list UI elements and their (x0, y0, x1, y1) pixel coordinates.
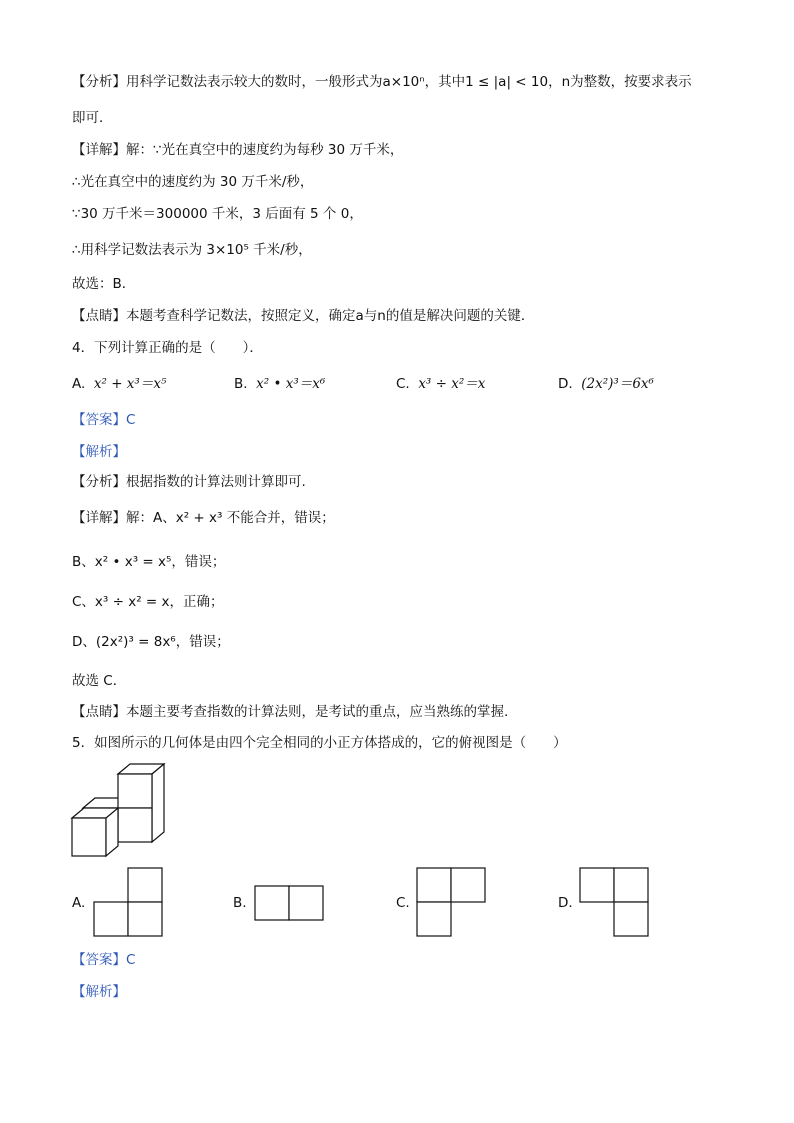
q4-option-a (72, 374, 166, 394)
q4-option-d (558, 374, 654, 394)
q5-option-b-label: B. (233, 895, 247, 911)
q5-option-a-figure (92, 866, 172, 946)
comment-text: 本题主要考查指数的计算法则，是考试的重点，应当熟练的掌握. (126, 704, 509, 720)
option-expr: (2x²)³＝6x⁶ (581, 376, 654, 392)
option-letter: C. (396, 376, 410, 392)
comment-tag: 【点睛】 (72, 704, 126, 720)
option-expr: x³ ÷ x²＝x (418, 376, 486, 392)
q3-analysis-line (72, 72, 692, 92)
q3-detail-line-3: ∵30 万千米＝300000 千米，3 后面有 5 个 0， (72, 206, 363, 222)
cube-stack-figure (70, 760, 170, 860)
q4-jiexi-label: 【解析】 (72, 444, 126, 460)
detail-tag: 【详解】 (72, 510, 126, 526)
q5-option-b-figure (253, 884, 333, 924)
analysis-text: 用科学记数法表示较大的数时，一般形式为a×10ⁿ，其中1 ≤ |a| < 10，n为整数，按要求表示 (126, 74, 692, 90)
option-letter: A. (72, 376, 86, 392)
comment-tag: 【点睛】 (72, 308, 126, 324)
option-expr: x² + x³＝x⁵ (93, 376, 167, 392)
q4-comment-line (72, 702, 508, 722)
q4-detail-d: D、(2x²)³ = 8x⁶，错误； (72, 634, 230, 650)
q5-option-a-label: A. (72, 895, 86, 911)
detail-tag: 【详解】 (72, 142, 126, 158)
q4-choose: 故选 C． (72, 673, 127, 689)
q4-detail-b: B、x² • x³ = x⁵，错误； (72, 554, 226, 570)
option-letter: B. (234, 376, 248, 392)
q3-analysis-cont: 即可． (72, 110, 113, 126)
q4-option-c (396, 374, 485, 394)
q3-comment-line (72, 306, 534, 326)
q4-option-b (234, 374, 325, 394)
q5-stem: 5．如图所示的几何体是由四个完全相同的小正方体搭成的，它的俯视图是（ ） (72, 735, 567, 751)
detail-text: 解：∵光在真空中的速度约为每秒 30 万千米， (126, 142, 404, 158)
q5-option-c-figure (415, 866, 495, 946)
q3-choose: 故选：B． (72, 276, 136, 292)
q4-stem: 4．下列计算正确的是（ ）． (72, 340, 263, 356)
q5-option-d-label: D. (558, 895, 573, 911)
q5-option-d-figure (578, 866, 658, 946)
option-expr: x² • x³＝x⁶ (256, 376, 326, 392)
q3-detail-line-4: ∴用科学记数法表示为 3×10⁵ 千米/秒， (72, 242, 312, 258)
q5-jiexi-label: 【解析】 (72, 984, 126, 1000)
q3-detail-line-1 (72, 140, 403, 160)
q5-option-c-label: C. (396, 895, 410, 911)
q4-detail-c: C、x³ ÷ x² = x，正确； (72, 594, 224, 610)
q4-answer: 【答案】C (72, 412, 136, 428)
comment-text: 本题考查科学记数法，按照定义，确定a与n的值是解决问题的关键． (126, 308, 535, 324)
q4-analysis: 【分析】根据指数的计算法则计算即可. (72, 474, 306, 490)
analysis-tag: 【分析】 (72, 74, 126, 90)
q5-answer: 【答案】C (72, 952, 136, 968)
q3-detail-line-2: ∴光在真空中的速度约为 30 万千米/秒， (72, 174, 314, 190)
q4-detail-a (72, 508, 335, 528)
detail-text: 解：A、x² + x³ 不能合并，错误； (126, 510, 335, 526)
option-letter: D. (558, 376, 573, 392)
